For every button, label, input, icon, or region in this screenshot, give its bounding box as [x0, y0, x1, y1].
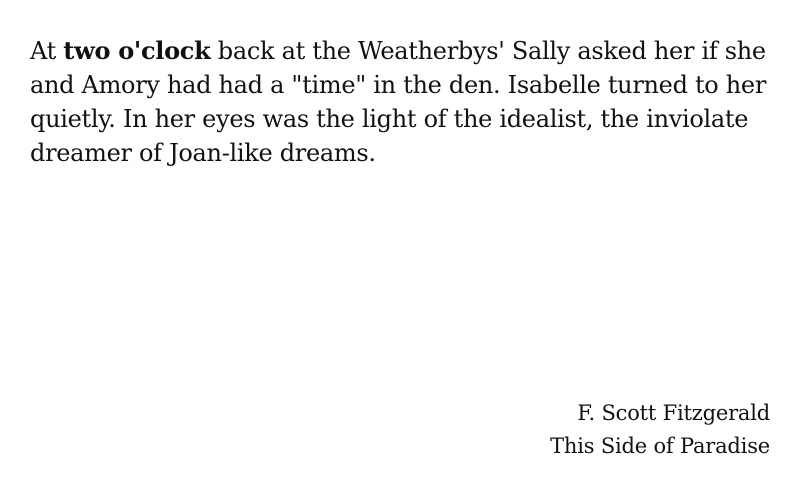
author-name: F. Scott Fitzgerald: [577, 401, 770, 425]
book-title: This Side of Paradise: [550, 434, 770, 458]
quote-passage: [30, 34, 775, 170]
quote-text-before: At: [30, 37, 64, 65]
attribution: [550, 397, 770, 463]
quote-text-after: back at the Weatherbys' Sally asked her if she and Amory had had a "time" in the den. Isabelle turned to her quietly. In her eyes was the light of the idealist, the inviolate dreamer of Joan-like dreams.: [30, 37, 767, 167]
quote-time-highlight: two o'clock: [63, 36, 211, 65]
